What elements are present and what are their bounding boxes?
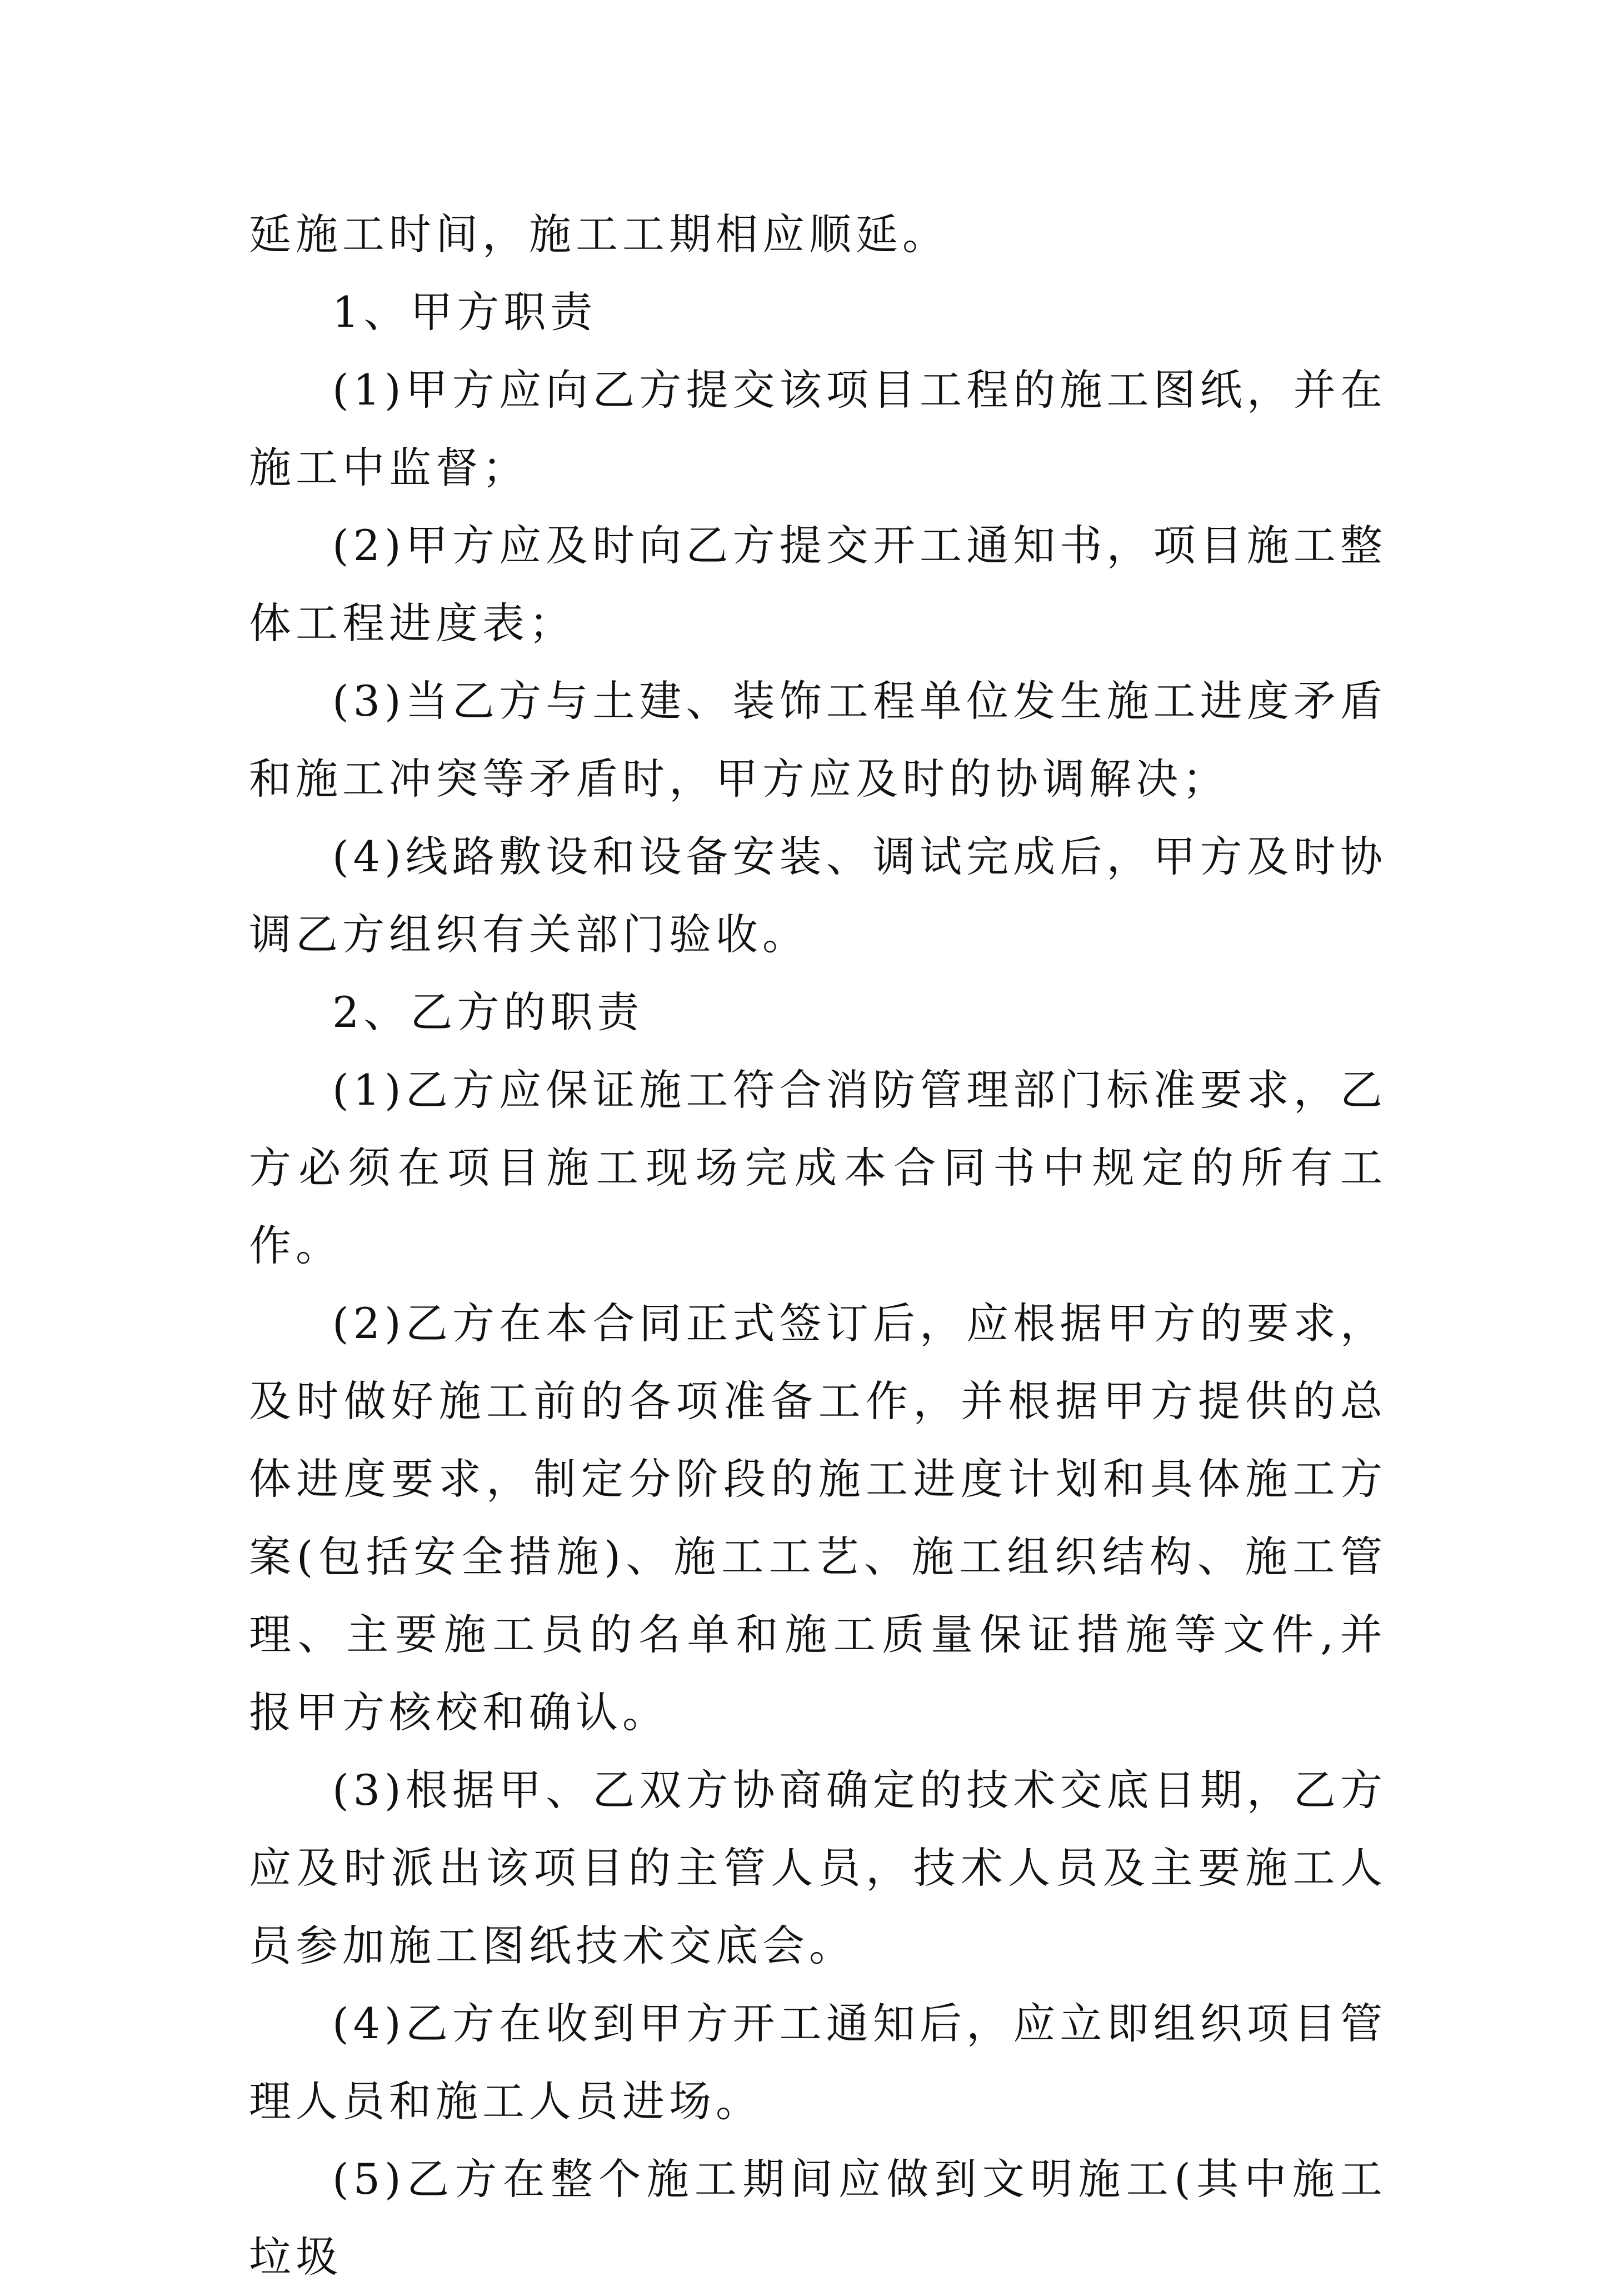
paragraph-party-a-item-3: (3)当乙方与土建、装饰工程单位发生施工进度矛盾和施工冲突等矛盾时，甲方应及时的协调解决； [249, 676, 1387, 803]
paragraph-party-b-item-4: (4)乙方在收到甲方开工通知后，应立即组织项目管理人员和施工人员进场。 [249, 1999, 1387, 2126]
paragraph-party-a-item-1: (1)甲方应向乙方提交该项目工程的施工图纸，并在施工中监督； [249, 365, 1387, 492]
document-body [249, 196, 1387, 2296]
paragraph-party-b-item-1: (1)乙方应保证施工符合消防管理部门标准要求，乙方必须在项目施工现场完成本合同书中规定的所有工作。 [249, 1065, 1387, 1270]
section-heading-party-a-duties: 1、甲方职责 [332, 287, 597, 337]
paragraph-continuation: 延施工时间，施工工期相应顺延。 [249, 209, 949, 259]
paragraph-party-a-item-2: (2)甲方应及时向乙方提交开工通知书，项目施工整体工程进度表； [249, 521, 1387, 648]
paragraph-party-a-item-4: (4)线路敷设和设备安装、调试完成后，甲方及时协调乙方组织有关部门验收。 [249, 832, 1387, 959]
paragraph-party-b-item-2: (2)乙方在本合同正式签订后，应根据甲方的要求，及时做好施工前的各项准备工作，并根据甲方提供的总体进度要求，制定分阶段的施工进度计划和具体施工方案(包括安全措施)、施工工艺、施工组织结构、施工管理、主要施工员的名单和施工质量保证措施等文件,并报甲方核校和确认。 [249, 1299, 1387, 1737]
paragraph-party-b-item-3: (3)根据甲、乙双方协商确定的技术交底日期，乙方应及时派出该项目的主管人员，技术人员及主要施工人员参加施工图纸技术交底会。 [249, 1765, 1387, 1970]
paragraph-party-b-item-5: (5)乙方在整个施工期间应做到文明施工(其中施工垃圾 [249, 2154, 1387, 2282]
section-heading-party-b-duties: 2、乙方的职责 [332, 987, 644, 1037]
